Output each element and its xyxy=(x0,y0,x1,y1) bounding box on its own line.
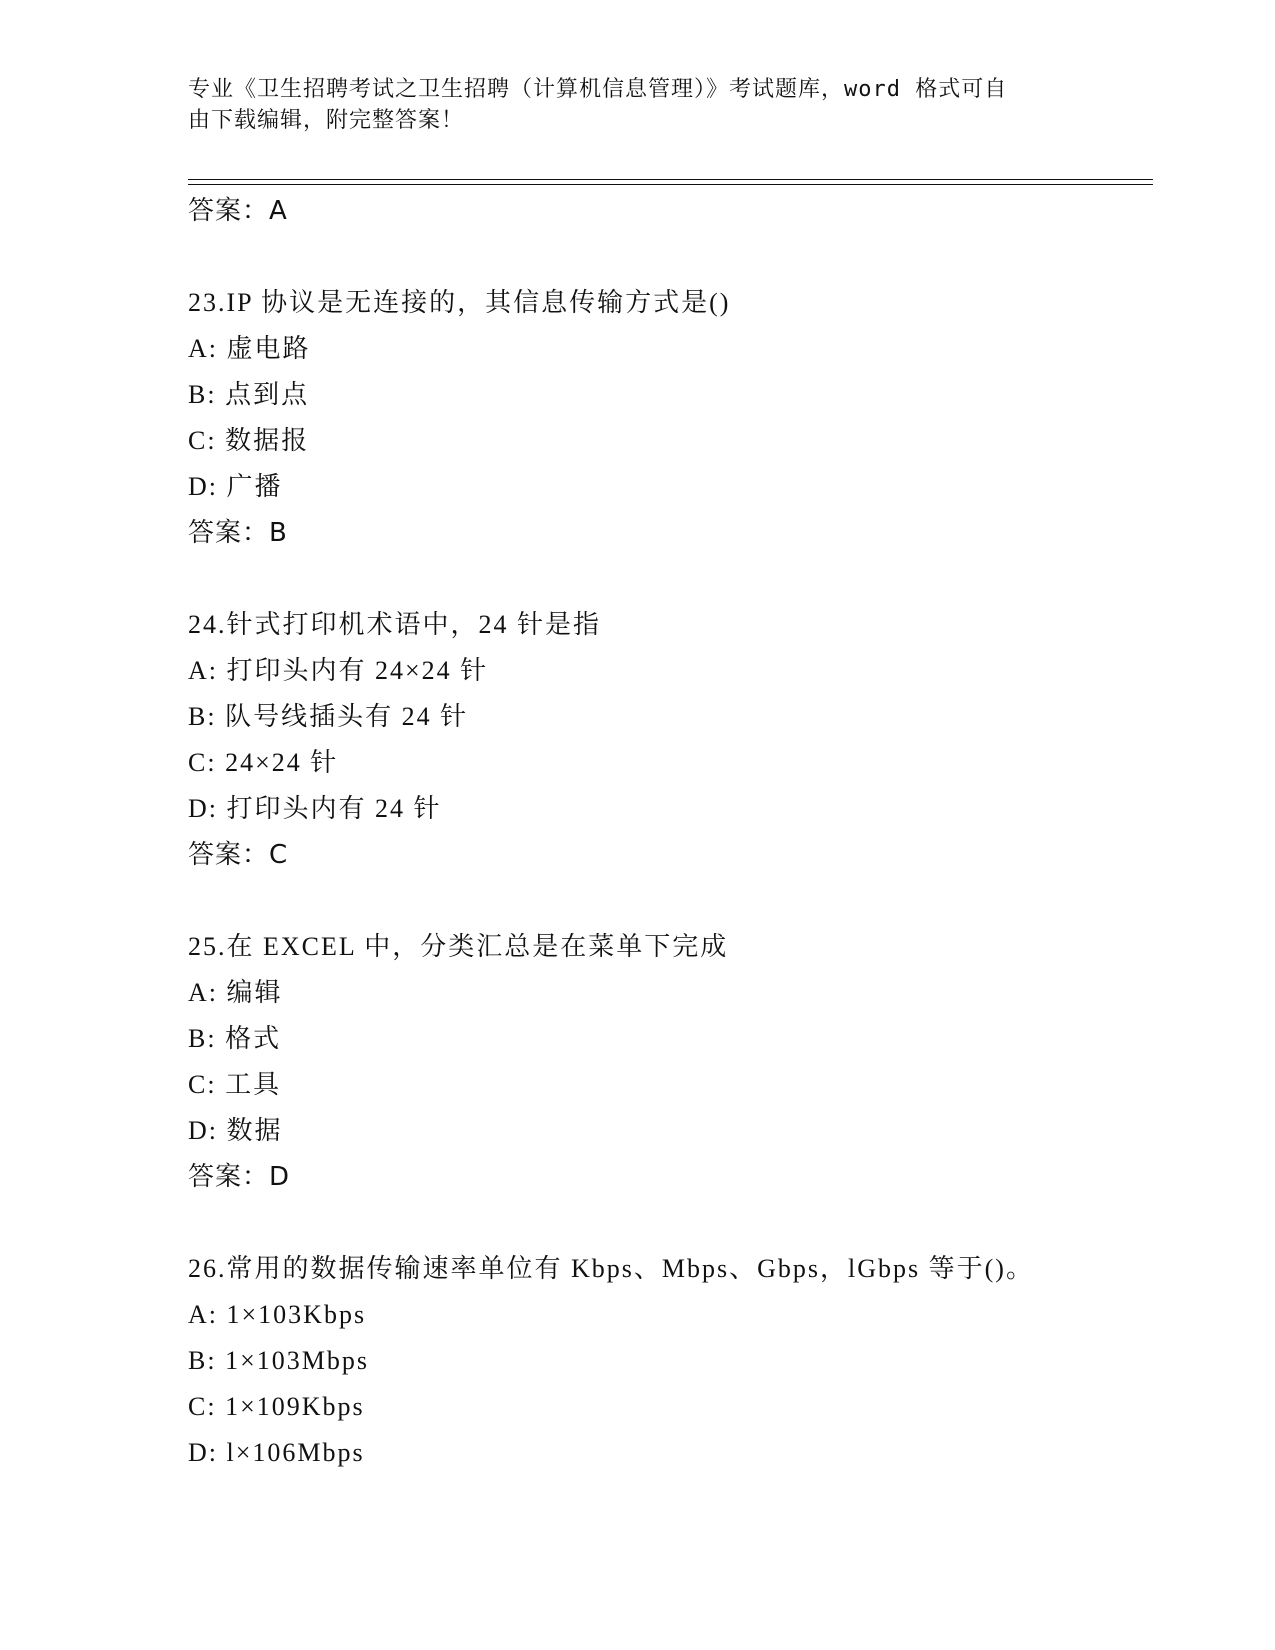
question-stem: 26.常用的数据传输速率单位有 Kbps、Mbps、Gbps，lGbps 等于()。 xyxy=(188,1254,1034,1283)
answer-line: 答案：B xyxy=(188,518,288,548)
option-a: A: 1×103Kbps xyxy=(188,1300,367,1329)
option-b: B: 格式 xyxy=(188,1024,282,1053)
document-header xyxy=(188,74,1078,136)
question-25 xyxy=(188,924,1153,1200)
option-d: D: 广播 xyxy=(188,472,283,501)
header-line-2: 由下载编辑，附完整答案！ xyxy=(188,108,465,133)
option-a: A: 虚电路 xyxy=(188,334,311,363)
option-a: A: 编辑 xyxy=(188,978,283,1007)
option-a: A: 打印头内有 24×24 针 xyxy=(188,656,489,685)
spacer xyxy=(188,234,1153,280)
option-d: D: l×106Mbps xyxy=(188,1438,365,1467)
answer-line: 答案：C xyxy=(188,840,289,870)
option-b: B: 1×103Mbps xyxy=(188,1346,369,1375)
option-c: C: 24×24 针 xyxy=(188,748,339,777)
option-c: C: 工具 xyxy=(188,1070,282,1099)
spacer xyxy=(188,878,1153,924)
option-b: B: 队号线插头有 24 针 xyxy=(188,702,469,731)
spacer xyxy=(188,1200,1153,1246)
spacer xyxy=(188,556,1153,602)
question-stem: 25.在 EXCEL 中，分类汇总是在菜单下完成 xyxy=(188,932,729,961)
header-line-1: 专业《卫生招聘考试之卫生招聘（计算机信息管理）》考试题库，word 格式可自 xyxy=(188,77,1008,102)
answer-line: 答案：D xyxy=(188,1162,291,1192)
option-d: D: 打印头内有 24 针 xyxy=(188,794,442,823)
question-list xyxy=(188,188,1153,1476)
option-d: D: 数据 xyxy=(188,1116,283,1145)
question-26 xyxy=(188,1246,1153,1476)
header-divider-top xyxy=(188,179,1153,180)
option-b: B: 点到点 xyxy=(188,380,310,409)
question-stem: 24.针式打印机术语中，24 针是指 xyxy=(188,610,602,639)
option-c: C: 数据报 xyxy=(188,426,310,455)
question-24 xyxy=(188,602,1153,878)
question-stem: 23.IP 协议是无连接的，其信息传输方式是() xyxy=(188,288,731,317)
header-divider-bottom xyxy=(188,184,1153,185)
answer-line-22: 答案：A xyxy=(188,196,288,226)
question-23 xyxy=(188,280,1153,556)
option-c: C: 1×109Kbps xyxy=(188,1392,365,1421)
